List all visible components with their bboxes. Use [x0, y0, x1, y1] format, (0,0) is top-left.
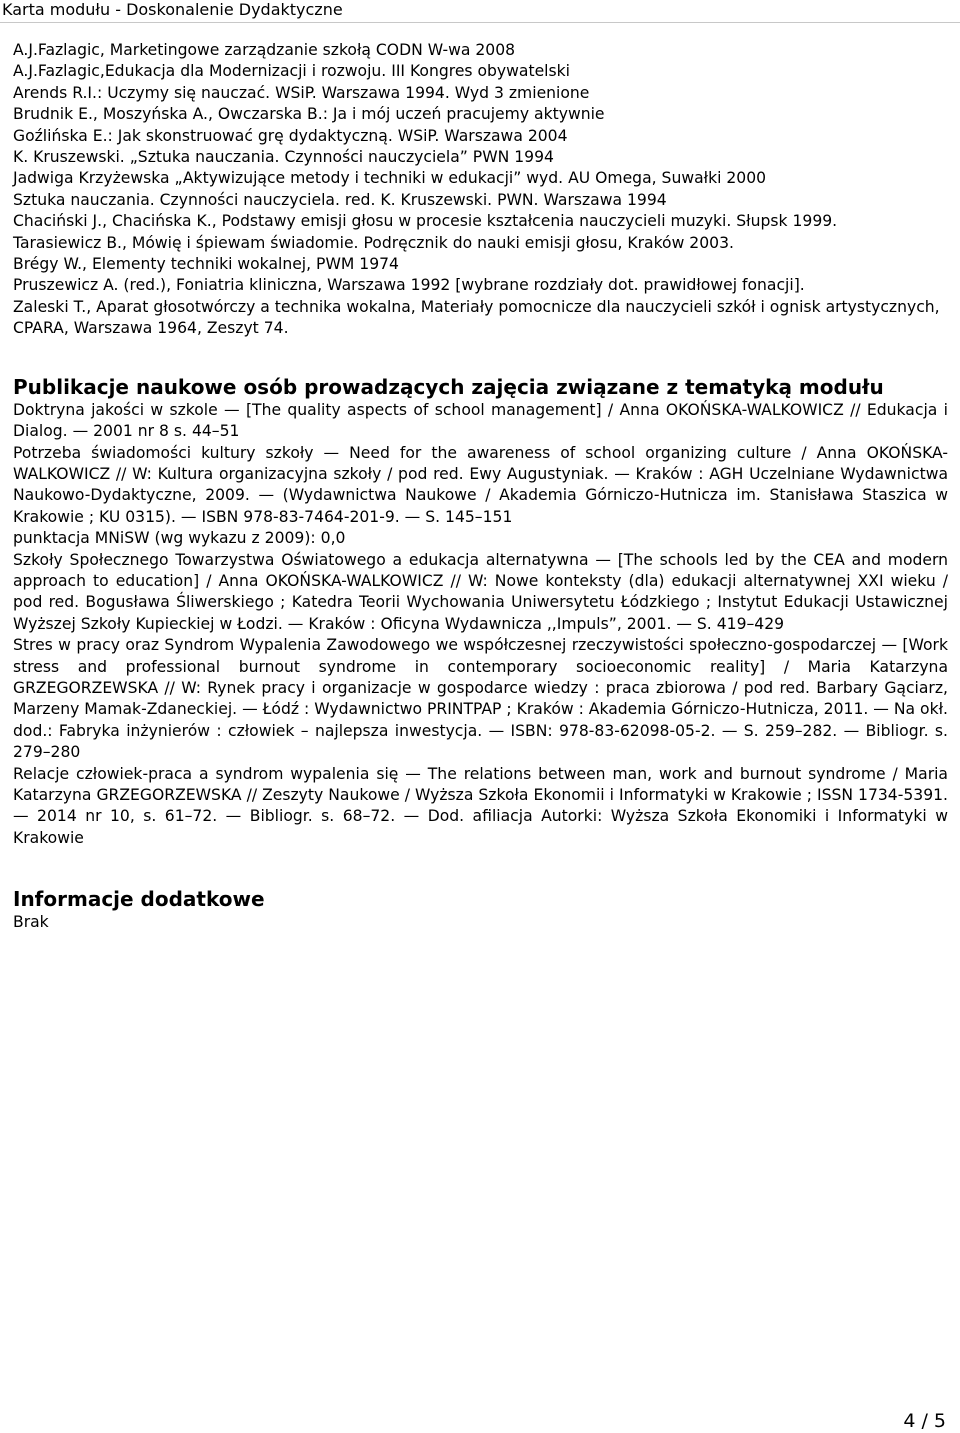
- reference-item: A.J.Fazlagic,Edukacja dla Modernizacji i rozwoju. III Kongres obywatelski: [13, 62, 570, 81]
- publication-item: Potrzeba świadomości kultury szkoły — Need for the awareness of school organizing culture / Anna OKOŃSKA-WALKOWICZ // W: Kultura organizacyjna szkoły / pod red. Ewy Augustyniak. — Kraków : AGH Uczelniane Wydawnictwa Naukowo-Dydaktyczne, 2009. — (Wydawnictwa Naukowe / Akademia Górniczo-Hutnicza im. Stanisława Staszica w Krakowie ; KU 0315). — ISBN 978-83-7464-201-9. — S. 145–151: [13, 443, 948, 526]
- reference-item: Tarasiewicz B., Mówię i śpiewam świadomie. Podręcznik do nauki emisji głosu, Kraków 2003.: [13, 233, 734, 252]
- reference-item: A.J.Fazlagic, Marketingowe zarządzanie szkołą CODN W-wa 2008: [13, 41, 516, 59]
- additional-info-text: Brak: [13, 913, 49, 932]
- literature-list: [13, 40, 948, 340]
- publication-item: Stres w pracy oraz Syndrom Wypalenia Zawodowego we współczesnej rzeczywistości społeczno-gospodarczej — [Work stress and professional burnout syndrome in contemporary socioeconomic reality] / Maria Katarzyna GRZEGORZEWSKA // W: Rynek pracy i organizacje w gospodarce wiedzy : praca zbiorowa / pod red. Barbary Gąciarz, Marzeny Mamak-Zdaneckiej. — Łódź : Wydawnictwo PRINTPAP ; Kraków : Akademia Górniczo-Hutnicza, 2011. — Na okł. dod.: Fabryka inżynierów : człowiek – najlepsza inwestycja. — ISBN: 978-83-62098-05-2. — S. 259–282. — Bibliogr. s. 279–280: [13, 636, 948, 762]
- publication-item: Doktryna jakości w szkole — [The quality aspects of school management] / Anna OKOŃSKA-WALKOWICZ // Edukacja i Dialog. — 2001 nr 8 s. 44–51: [13, 400, 948, 441]
- reference-item: Arends R.I.: Uczymy się nauczać. WSiP. Warszawa 1994. Wyd 3 zmienione: [13, 83, 590, 102]
- page-header: [0, 0, 960, 23]
- publication-item: punktacja MNiSW (wg wykazu z 2009): 0,0: [13, 529, 346, 548]
- reference-item: Chaciński J., Chacińska K., Podstawy emisji głosu w procesie kształcenia nauczycieli muzyki. Słupsk 1999.: [13, 212, 838, 231]
- document-content: [13, 40, 948, 934]
- reference-item: Zaleski T., Aparat głosotwórczy a technika wokalna, Materiały pomocnicze dla nauczycieli szkół i ognisk artystycznych, CPARA, Warszawa 1964, Zeszyt 74.: [13, 297, 940, 338]
- page-header-title: Karta modułu - Doskonalenie Dydaktyczne: [2, 0, 343, 19]
- page-number: 4 / 5: [903, 1410, 946, 1432]
- publication-item: Szkoły Społecznego Towarzystwa Oświatowego a edukacja alternatywna — [The schools led by the CEA and modern approach to education] / Anna OKOŃSKA-WALKOWICZ // W: Nowe konteksty (dla) edukacji alternatywnej XXI wieku / pod red. Bogusława Śliwerskiego ; Katedra Teorii Wychowania Uniwersytetu Łódzkiego ; Instytut Edukacji Ustawicznej Wyższej Szkoły Kupieckiej w Łodzi. — Kraków : Oficyna Wydawnicza ,,Impuls”, 2001. — S. 419–429: [13, 550, 948, 633]
- reference-item: Jadwiga Krzyżewska „Aktywizujące metody i techniki w edukacji” wyd. AU Omega, Suwałki 2000: [13, 169, 767, 188]
- additional-info-heading: Informacje dodatkowe: [13, 887, 265, 912]
- reference-item: Sztuka nauczania. Czynności nauczyciela. red. K. Kruszewski. PWN. Warszawa 1994: [13, 190, 667, 209]
- publication-item: Relacje człowiek-praca a syndrom wypalenia się — The relations between man, work and burnout syndrome / Maria Katarzyna GRZEGORZEWSKA // Zeszyty Naukowe / Wyższa Szkoła Ekonomii i Informatyki w Krakowie ; ISSN 1734-5391. — 2014 nr 10, s. 61–72. — Bibliogr. s. 68–72. — Dod. afiliacja Autorki: Wyższa Szkoła Ekonomiki i Informatyki w Krakowie: [13, 764, 948, 847]
- additional-info-section: [13, 886, 948, 933]
- publications-section: [13, 374, 948, 850]
- reference-item: Pruszewicz A. (red.), Foniatria kliniczna, Warszawa 1992 [wybrane rozdziały dot. prawidłowej fonacji].: [13, 276, 805, 295]
- reference-item: Brudnik E., Moszyńska A., Owczarska B.: Ja i mój uczeń pracujemy aktywnie: [13, 105, 605, 124]
- reference-item: Goźlińska E.: Jak skonstruować grę dydaktyczną. WSiP. Warszawa 2004: [13, 126, 568, 145]
- reference-item: Brégy W., Elementy techniki wokalnej, PWM 1974: [13, 255, 399, 274]
- publications-heading: Publikacje naukowe osób prowadzących zajęcia związane z tematyką modułu: [13, 374, 884, 399]
- reference-item: K. Kruszewski. „Sztuka nauczania. Czynności nauczyciela” PWN 1994: [13, 148, 554, 167]
